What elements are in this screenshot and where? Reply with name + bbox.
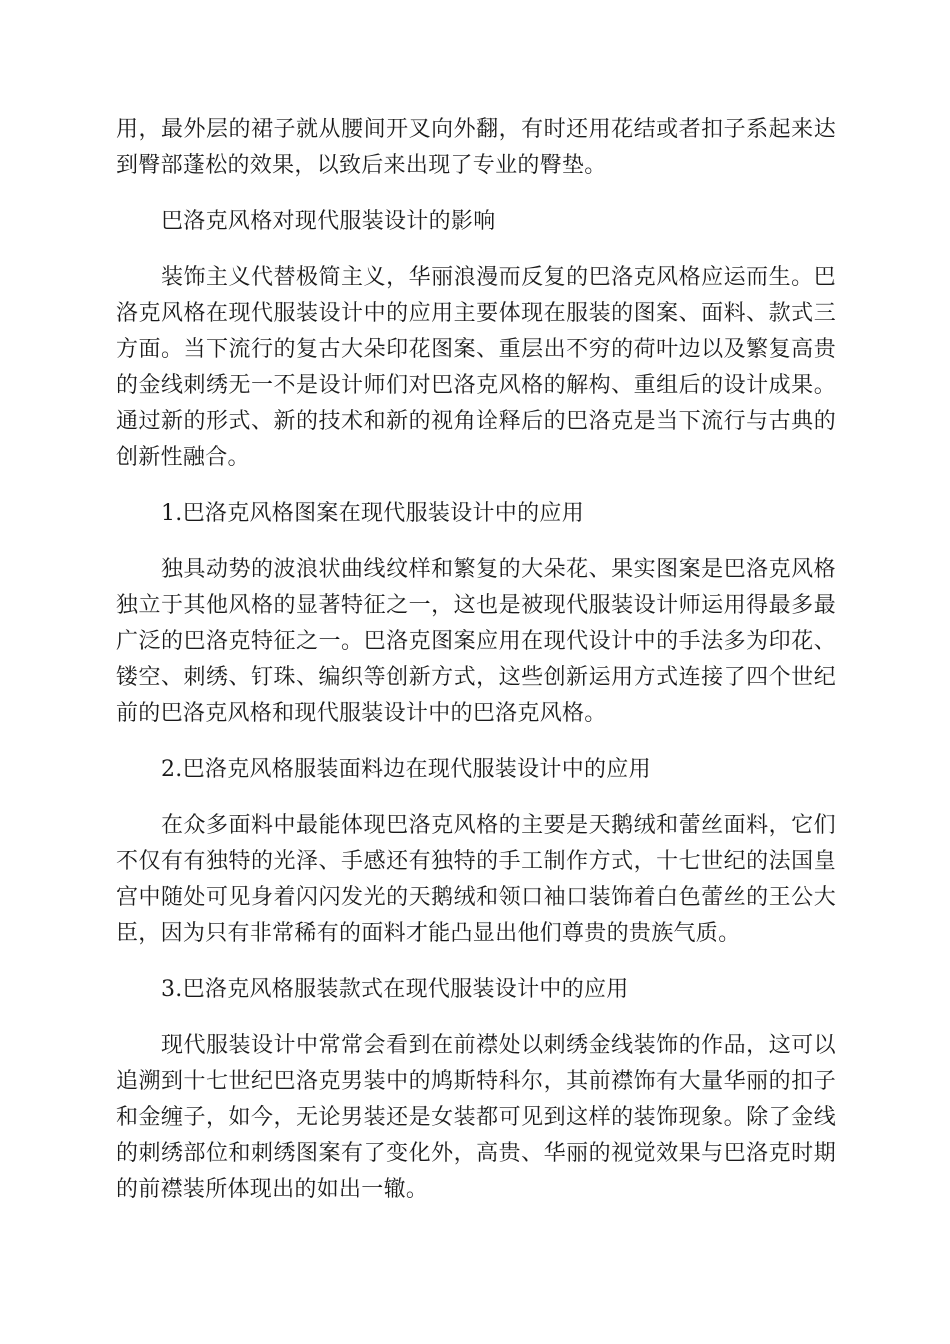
document-page [116, 112, 836, 1228]
paragraph-fabric: 在众多面料中最能体现巴洛克风格的主要是天鹅绒和蕾丝面料，它们不仅有有独特的光泽、手感还有独特的手工制作方式，十七世纪的法国皇宫中随处可见身着闪闪发光的天鹅绒和领口袖口装饰着白色蕾丝的王公大臣，因为只有非常稀有的面料才能凸显出他们尊贵的贵族气质。 [116, 813, 836, 946]
paragraph-continued: 用，最外层的裙子就从腰间开叉向外翻，有时还用花结或者扣子系起来达到臀部蓬松的效果，以致后来出现了专业的臀垫。 [116, 117, 836, 178]
subsection-heading-style: 3.巴洛克风格服装款式在现代服装设计中的应用 [161, 977, 629, 1002]
subsection-heading-fabric: 2.巴洛克风格服装面料边在现代服装设计中的应用 [161, 757, 651, 782]
paragraph-pattern: 独具动势的波浪状曲线纹样和繁复的大朵花、果实图案是巴洛克风格独立于其他风格的显著特征之一，这也是被现代服装设计师运用得最多最广泛的巴洛克特征之一。巴洛克图案应用在现代设计中的手法多为印花、镂空、刺绣、钉珠、编织等创新方式，这些创新运用方式连接了四个世纪前的巴洛克风格和现代服装设计中的巴洛克风格。 [116, 557, 836, 726]
paragraph-intro: 装饰主义代替极简主义，华丽浪漫而反复的巴洛克风格应运而生。巴洛克风格在现代服装设计中的应用主要体现在服装的图案、面料、款式三方面。当下流行的复古大朵印花图案、重层出不穷的荷叶边以及繁复高贵的金线刺绣无一不是设计师们对巴洛克风格的解构、重组后的设计成果。通过新的形式、新的技术和新的视角诠释后的巴洛克是当下流行与古典的创新性融合。 [116, 265, 836, 470]
section-heading: 巴洛克风格对现代服装设计的影响 [161, 209, 496, 234]
paragraph-style: 现代服装设计中常常会看到在前襟处以刺绣金线装饰的作品，这可以追溯到十七世纪巴洛克男装中的鸠斯特科尔，其前襟饰有大量华丽的扣子和金缠子，如今，无论男装还是女装都可见到这样的装饰现象。除了金线的刺绣部位和刺绣图案有了变化外，高贵、华丽的视觉效果与巴洛克时期的前襟装所体现出的如出一辙。 [116, 1033, 836, 1202]
subsection-heading-pattern: 1.巴洛克风格图案在现代服装设计中的应用 [161, 501, 584, 526]
